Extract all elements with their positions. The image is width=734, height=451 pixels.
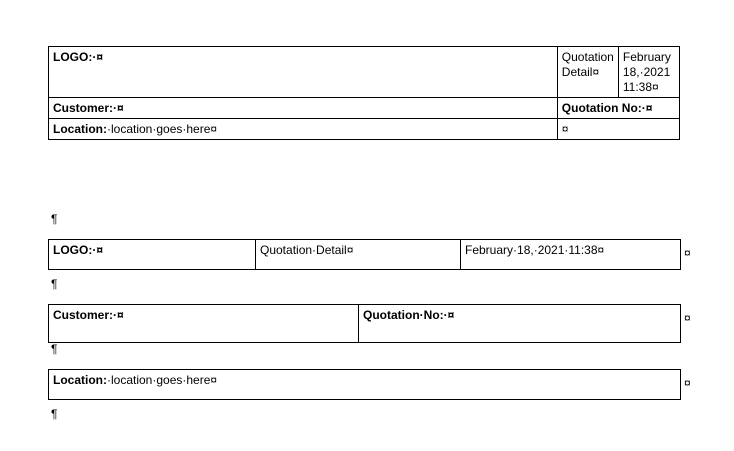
cell-quotation-detail-2[interactable]: Quotation·Detail¤ [256,240,461,270]
cell-location-2[interactable] [49,370,681,400]
table-row[interactable] [49,305,681,343]
cell-location[interactable] [49,119,558,140]
cell-customer-label[interactable]: Customer:·¤ [49,98,558,119]
cell-quotation-date[interactable]: February 18,·2021 11:38¤ [618,47,679,98]
row-end-mark-4: ¤ [684,376,691,390]
location-label-2: Location: [53,373,107,387]
table-row[interactable] [49,119,680,140]
location-row-table[interactable] [48,369,681,400]
table-row[interactable] [49,370,681,400]
row-end-mark-2: ¤ [684,246,691,260]
location-label: Location: [53,122,107,136]
logo-row-table[interactable] [48,239,681,270]
header-complex-table[interactable] [48,46,680,140]
customer-row-table[interactable] [48,304,681,343]
cell-quotation-no-label-2[interactable]: Quotation·No:·¤ [359,305,681,343]
paragraph-mark-3: ¶ [51,342,58,356]
location-value: ·location·goes·here¤ [107,122,218,136]
cell-logo-label[interactable]: LOGO:·¤ [49,47,558,98]
cell-quotation-date-2[interactable]: February·18,·2021·11:38¤ [461,240,681,270]
table-row[interactable] [49,98,680,119]
table-row[interactable] [49,47,680,98]
paragraph-mark-1: ¶ [51,212,58,226]
paragraph-mark-2: ¶ [51,277,58,291]
table-row[interactable] [49,240,681,270]
cell-customer-label-2[interactable]: Customer:·¤ [49,305,359,343]
location-value-2: ·location·goes·here¤ [107,373,218,387]
cell-quotation-no-label[interactable]: Quotation No:·¤ [557,98,679,119]
paragraph-mark-4: ¶ [51,407,58,421]
cell-logo-label-2[interactable]: LOGO:·¤ [49,240,256,270]
cell-quotation-detail[interactable]: Quotation Detail¤ [557,47,618,98]
cell-location-end[interactable]: ¤ [557,119,679,140]
row-end-mark-3: ¤ [684,311,691,325]
